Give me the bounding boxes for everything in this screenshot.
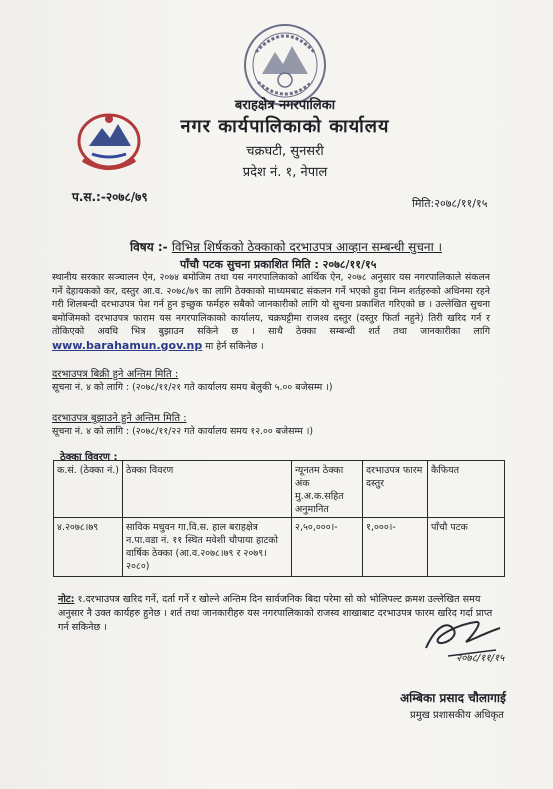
table-row bbox=[54, 518, 505, 577]
office-name: बराहक्षेत्र नगरपालिका bbox=[234, 98, 336, 113]
body-text: स्थानीय सरकार सञ्चालन ऐन, २०७४ बमोजिम तथा यस नगरपालिकाको आर्थिक ऐन, २०७८ अनुसार यस नगरपालिकाले संकलन गर्ने देहायकको कर, दस्तुर आ.व. २०७८/७९ का लागि ठेक्काको माध्यमबाट संकलन गर्ने भएको हुदा निम्न शर्तहरुको अधिनमा रहने गरी शिलबन्दी दरभाउपत्र पेश गर्न हुन इच्छुक फर्महरु सबैको जानकारीको लागि यो सुचना प्रकाशित गरिएको छ । उल्लेखित सुचना बमोजिमको दरभाउपत्र फाराम यस नगरपालिकाको कार्यालय, चक्रघट्टीमा राजश्व दस्तुर (दस्तुर फिर्ता नहुने) तिरी खरिद गर्न र तोकिएको अवधि भित्र बुझाउन सकिने छ । साथै ठेक्का सम्बन्धी शर्त तथा जानकारीका लागि bbox=[52, 272, 490, 337]
table-header-cell: क.सं. (ठेक्का नं.) bbox=[54, 461, 123, 518]
sale-deadline-title: दरभाउपत्र बिक्री हुने अन्तिम मिति : bbox=[52, 369, 179, 380]
signatory-role: प्रमुख प्रशासकीय अधिकृत bbox=[410, 710, 504, 721]
reference-number: प.स.:-२०७८/७९ bbox=[72, 190, 148, 204]
note-label: नोट: bbox=[58, 594, 75, 605]
table-header-cell: ठेक्का विवरण bbox=[123, 461, 292, 518]
nepal-emblem-icon bbox=[74, 110, 144, 172]
notice-date: मिति:२०७८/११/१५ bbox=[412, 197, 488, 210]
table-caption: ठेक्का विवरण : bbox=[60, 452, 118, 463]
table-header-cell: न्यूनतम ठेक्का अंक मु.अ.क.सहित अनुमानित bbox=[292, 461, 363, 518]
publication-line: पाँचौ पटक सुचना प्रकाशित मिति : २०७८/११/१५ bbox=[180, 258, 377, 271]
body-paragraph bbox=[52, 271, 490, 353]
sale-deadline-line: सूचना नं. ४ को लागि : (२०७८/११/२१ गते कार्यालय समय बेलुकी ५.०० बजेसम्म ।) bbox=[52, 382, 333, 393]
submit-deadline-title: दरभाउपत्र बुझाउने हुने अन्तिम मिति : bbox=[52, 413, 187, 424]
office-province: प्रदेश नं. १, नेपाल bbox=[242, 165, 328, 180]
submit-deadline-line: सूचना नं. ४ को लागि : (२०७८/११/२२ गते कार्यालय समय १२.०० बजेसम्म ।) bbox=[52, 426, 314, 437]
table-cell: पाँचौ पटक bbox=[428, 518, 505, 577]
signatory-name: अम्बिका प्रसाद चौलागाई bbox=[400, 691, 506, 705]
subject-text: विभिन्न शिर्षकको ठेक्काको दरभाउपत्र आव्हान सम्बन्धी सुचना । bbox=[171, 240, 443, 254]
subject-label: विषय :- bbox=[130, 240, 168, 254]
contract-table bbox=[53, 460, 505, 577]
table-header-row bbox=[54, 461, 505, 518]
note-text: १.दरभाउपत्र खरिद गर्ने, दर्ता गर्ने र खोल्ने अन्तिम दिन सार्वजनिक बिदा परेमा सो को भोलिपल्ट क्रमश उल्लेखित समय अनुसार नै उक्त कार्यहरु हुनेछ । शर्त तथा जानकारीहरु यस नगरपालिकाको राजस्व शाखाबाट दरभाउपत्र फारम खरिद गर्दा प्राप्त गर्न सकिनेछ । bbox=[58, 594, 493, 633]
table-cell: २,५०,०००।- bbox=[292, 518, 363, 577]
table-cell: ४.२०७८।७९ bbox=[54, 518, 123, 577]
table-cell: १,०००।- bbox=[363, 518, 428, 577]
table-cell: साविक मधुवन गा.वि.स. हाल बराहक्षेत्र न.पा.वडा नं. ११ स्थित मवेशी चौपाया हाटको वार्षिक ठेक्का (आ.व.२०७८।७९ र २०७९।२०८०) bbox=[123, 518, 292, 577]
subject-line bbox=[130, 238, 530, 255]
office-place: चक्रघटी, सुनसरी bbox=[246, 144, 324, 159]
office-title: नगर कार्यपालिकाको कार्यालय bbox=[180, 116, 390, 137]
table-header-cell: कैफियत bbox=[428, 461, 505, 518]
body-closing: मा हेर्न सकिनेछ । bbox=[205, 340, 264, 352]
table-header-cell: दरभाउपत्र फारम दस्तुर bbox=[363, 461, 428, 518]
signature-date: २०७८/११/१५ bbox=[456, 653, 505, 664]
website-link[interactable]: www.barahamun.gov.np bbox=[52, 338, 203, 352]
